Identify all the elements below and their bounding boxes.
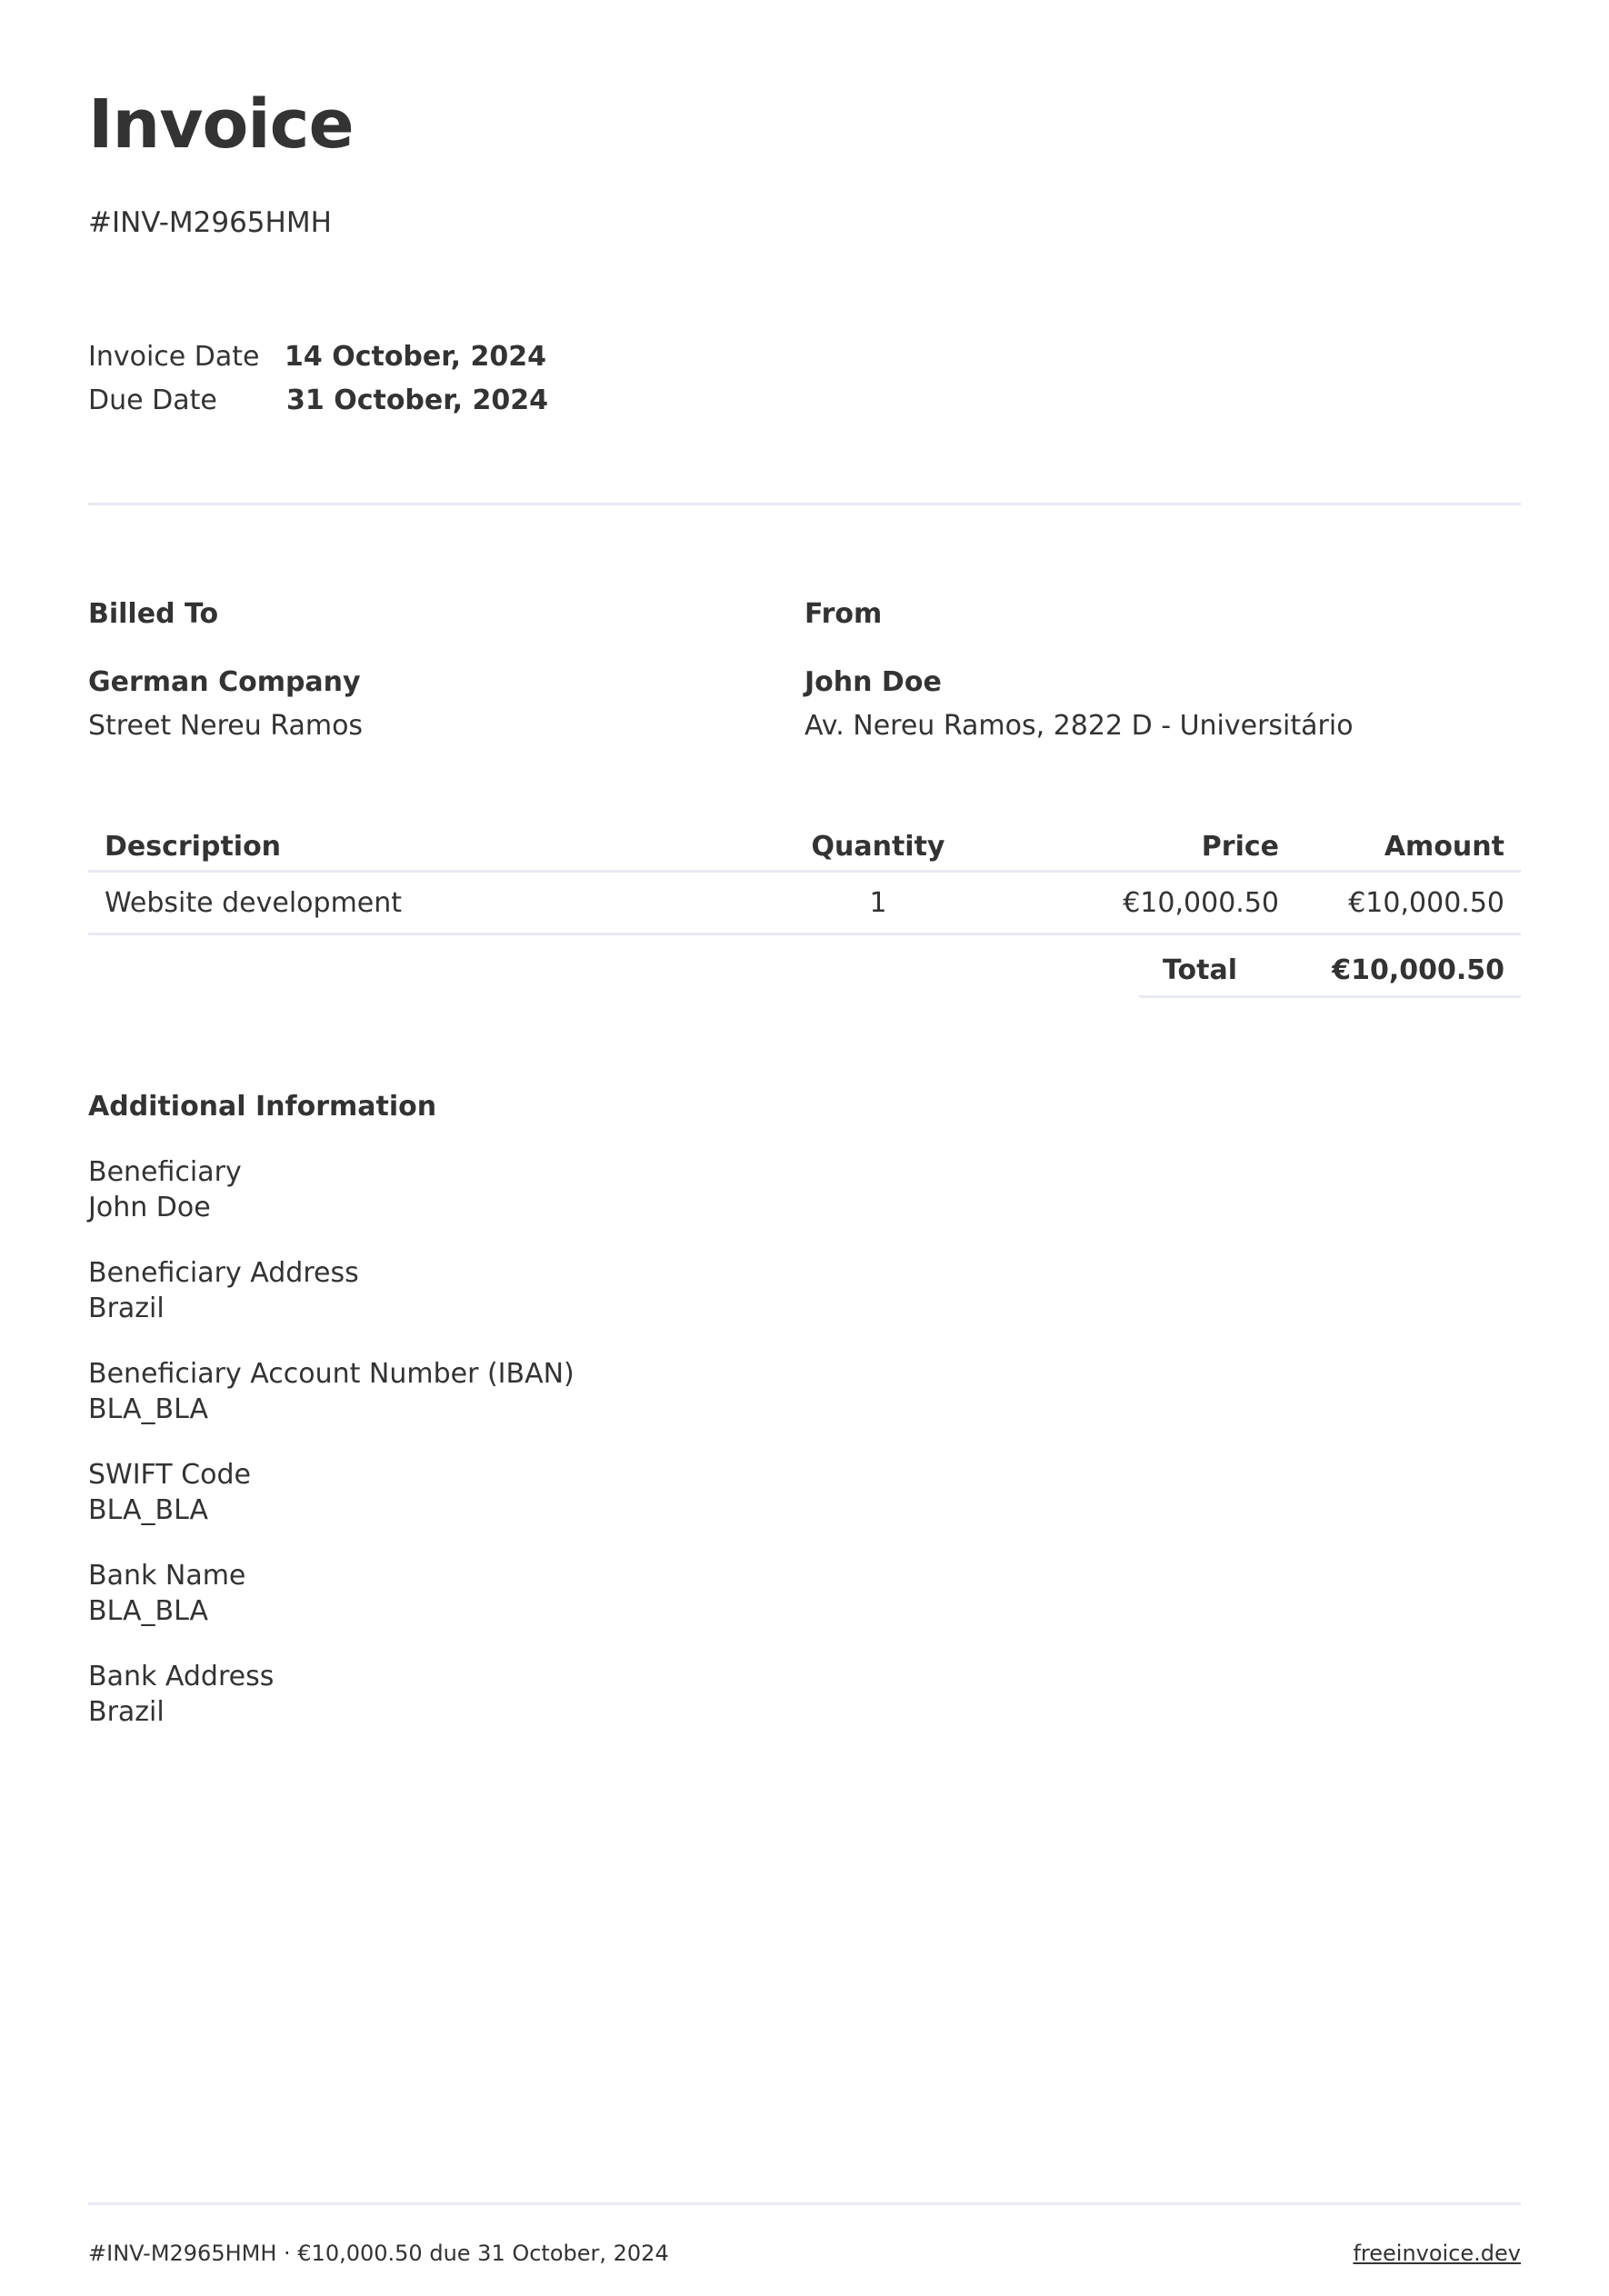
billed-to-name: German Company <box>88 666 361 698</box>
info-item-bank-address <box>88 1659 575 1730</box>
info-label: Beneficiary Address <box>88 1257 359 1289</box>
billed-to-section <box>88 596 363 744</box>
from-section <box>804 596 1354 744</box>
footer-summary: #INV-M2965HMH · €10,000.50 due 31 October, 2024 <box>88 2241 669 2266</box>
info-label: Beneficiary Account Number (IBAN) <box>88 1358 575 1390</box>
line-items-table <box>88 823 1521 935</box>
info-value: BLA_BLA <box>88 1393 209 1425</box>
invoice-date-value: 14 October, 2024 <box>285 340 546 373</box>
info-label: Bank Address <box>88 1661 275 1692</box>
from-heading: From <box>804 598 883 630</box>
column-header-price: Price <box>999 823 1295 872</box>
table-header-row <box>88 823 1521 872</box>
total-row <box>1139 945 1521 998</box>
cell-description: Website development <box>88 872 757 934</box>
cell-quantity: 1 <box>757 872 999 934</box>
info-value: BLA_BLA <box>88 1595 209 1627</box>
info-item-swift-code <box>88 1457 575 1528</box>
total-value: €10,000.50 <box>1332 954 1504 986</box>
additional-information-section <box>88 1087 575 1760</box>
cell-price: €10,000.50 <box>999 872 1295 934</box>
invoice-dates <box>88 334 548 422</box>
billed-to-address: Street Nereu Ramos <box>88 710 364 742</box>
from-address: Av. Nereu Ramos, 2822 D - Universitário <box>804 710 1354 742</box>
total-label: Total <box>1163 954 1237 986</box>
invoice-date-label: Invoice Date <box>88 340 260 373</box>
header-divider <box>88 503 1521 505</box>
invoice-date-row <box>88 334 548 378</box>
footer-divider <box>88 2202 1521 2205</box>
footer-link[interactable]: freeinvoice.dev <box>1353 2241 1521 2266</box>
column-header-description: Description <box>88 823 757 872</box>
page-title: Invoice <box>88 85 354 164</box>
due-date-value: 31 October, 2024 <box>286 384 548 416</box>
info-label: Bank Name <box>88 1560 246 1592</box>
column-header-amount: Amount <box>1295 823 1521 872</box>
info-value: BLA_BLA <box>88 1494 209 1526</box>
additional-information-heading: Additional Information <box>88 1091 437 1123</box>
info-item-iban <box>88 1356 575 1427</box>
info-item-beneficiary <box>88 1154 575 1225</box>
table-row <box>88 872 1521 934</box>
column-header-quantity: Quantity <box>757 823 999 872</box>
due-date-label: Due Date <box>88 384 217 416</box>
info-item-bank-name <box>88 1558 575 1629</box>
due-date-row <box>88 378 548 422</box>
info-label: SWIFT Code <box>88 1459 251 1491</box>
info-label: Beneficiary <box>88 1156 242 1188</box>
info-value: Brazil <box>88 1293 165 1324</box>
info-item-beneficiary-address <box>88 1255 575 1326</box>
cell-amount: €10,000.50 <box>1295 872 1521 934</box>
billed-to-heading: Billed To <box>88 598 219 630</box>
invoice-number: #INV-M2965HMH <box>88 206 332 239</box>
from-name: John Doe <box>804 666 942 698</box>
info-value: Brazil <box>88 1696 165 1728</box>
info-value: John Doe <box>88 1192 211 1223</box>
